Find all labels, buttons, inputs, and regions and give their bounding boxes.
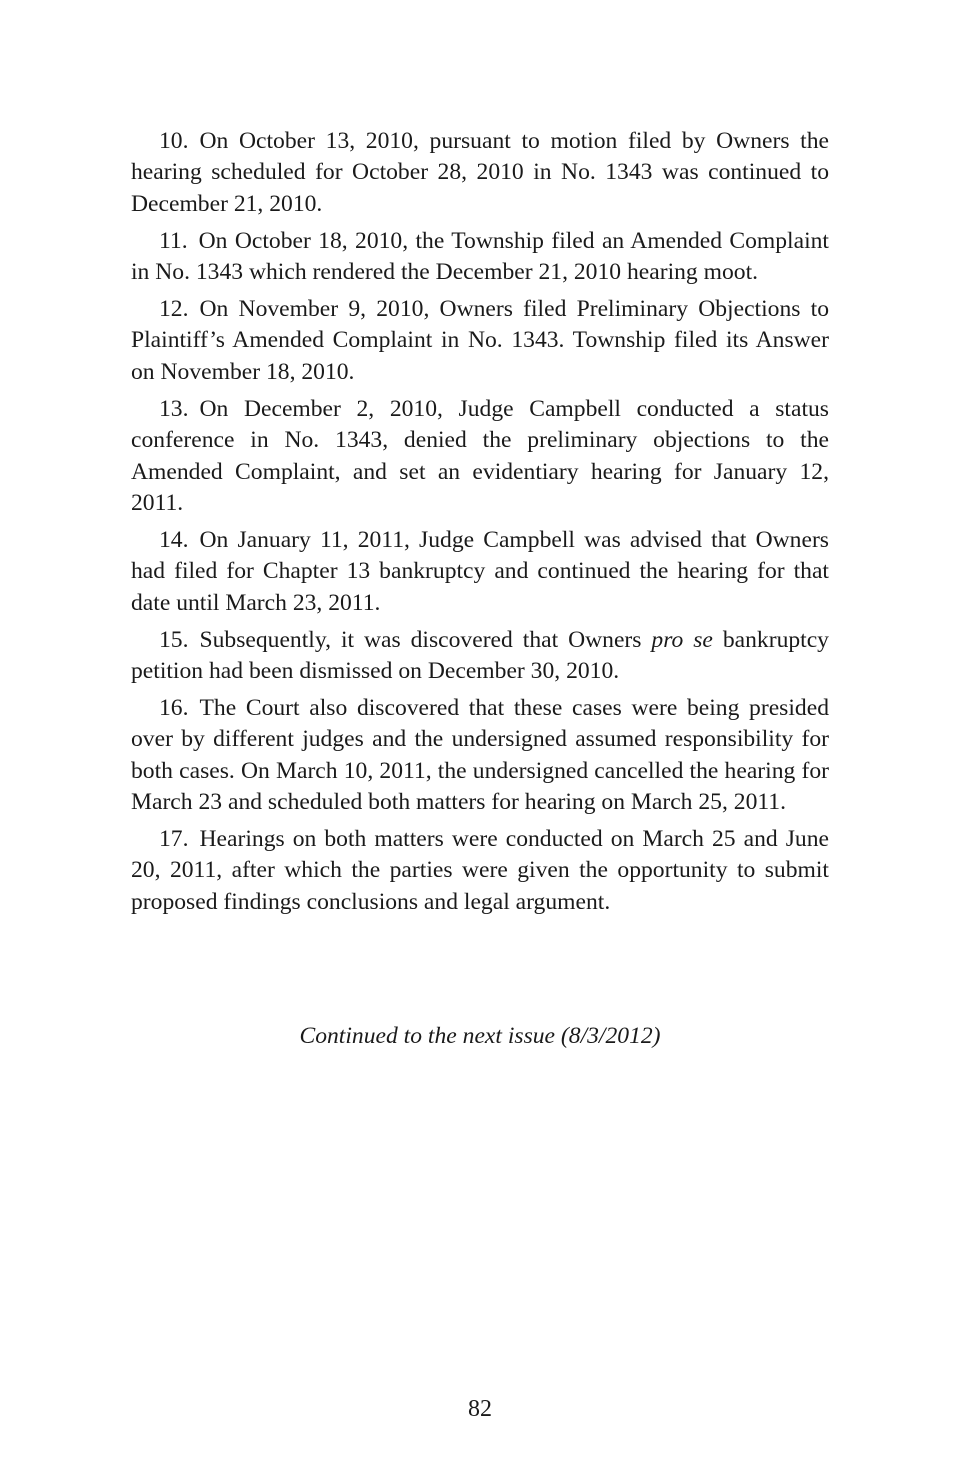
paragraph-12 (131, 294, 829, 388)
paragraph-text-after: bankruptcy petition had been dismissed on December 30, 2010. (131, 626, 829, 684)
paragraph-number: 13. (159, 395, 189, 422)
paragraph-text: On December 2, 2010, Judge Campbell conducted a status conference in No. 1343, denied the preliminary objections to the Amended Complaint, and set an evidentiary hearing for January 12, 2011. (131, 395, 829, 516)
paragraph-text: The Court also discovered that these cases were being presided over by different judges and the undersigned assumed responsibility for both cases. On March 10, 2011, the undersigned cancelled the hearing for March 23 and scheduled both matters for hearing on March 25, 2011. (131, 694, 829, 816)
page-number: 82 (468, 1396, 492, 1422)
paragraph-number: 17. (159, 826, 189, 853)
paragraph-italic-text: pro se (651, 626, 713, 653)
paragraph-text: On October 13, 2010, pursuant to motion filed by Owners the hearing scheduled for October 28, 2010 in No. 1343 was continued to December 21, 2010. (131, 128, 829, 217)
paragraph-11 (131, 226, 829, 289)
paragraph-number: 15. (159, 626, 189, 653)
paragraph-13 (131, 394, 829, 520)
paragraph-14 (131, 525, 829, 619)
paragraph-number: 12. (159, 296, 189, 323)
body-text (131, 126, 829, 924)
paragraph-16 (131, 693, 829, 819)
paragraph-10 (131, 126, 829, 220)
paragraph-text: On October 18, 2010, the Township filed an Amended Complaint in No. 1343 which rendered the December 21, 2010 hearing moot. (131, 227, 829, 286)
paragraph-text: On January 11, 2011, Judge Campbell was advised that Owners had filed for Chapter 13 bankruptcy and continued the hearing for that date until March 23, 2011. (131, 526, 829, 616)
paragraph-number: 14. (159, 526, 189, 553)
paragraph-number: 16. (159, 694, 189, 721)
paragraph-15 (131, 625, 829, 688)
continued-note: Continued to the next issue (8/3/2012) (299, 1023, 661, 1049)
paragraph-number: 11. (159, 227, 188, 254)
paragraph-17 (131, 824, 829, 918)
paragraph-number: 10. (159, 128, 189, 154)
paragraph-text: Hearings on both matters were conducted on March 25 and June 20, 2011, after which the parties were given the opportunity to submit proposed findings conclusions and legal argument. (131, 826, 829, 915)
paragraph-text: On November 9, 2010, Owners filed Preliminary Objections to Plaintiff’s Amended Complaint in No. 1343. Township filed its Answer on November 18, 2010. (131, 296, 829, 385)
paragraph-text: Subsequently, it was discovered that Owners (199, 626, 652, 653)
